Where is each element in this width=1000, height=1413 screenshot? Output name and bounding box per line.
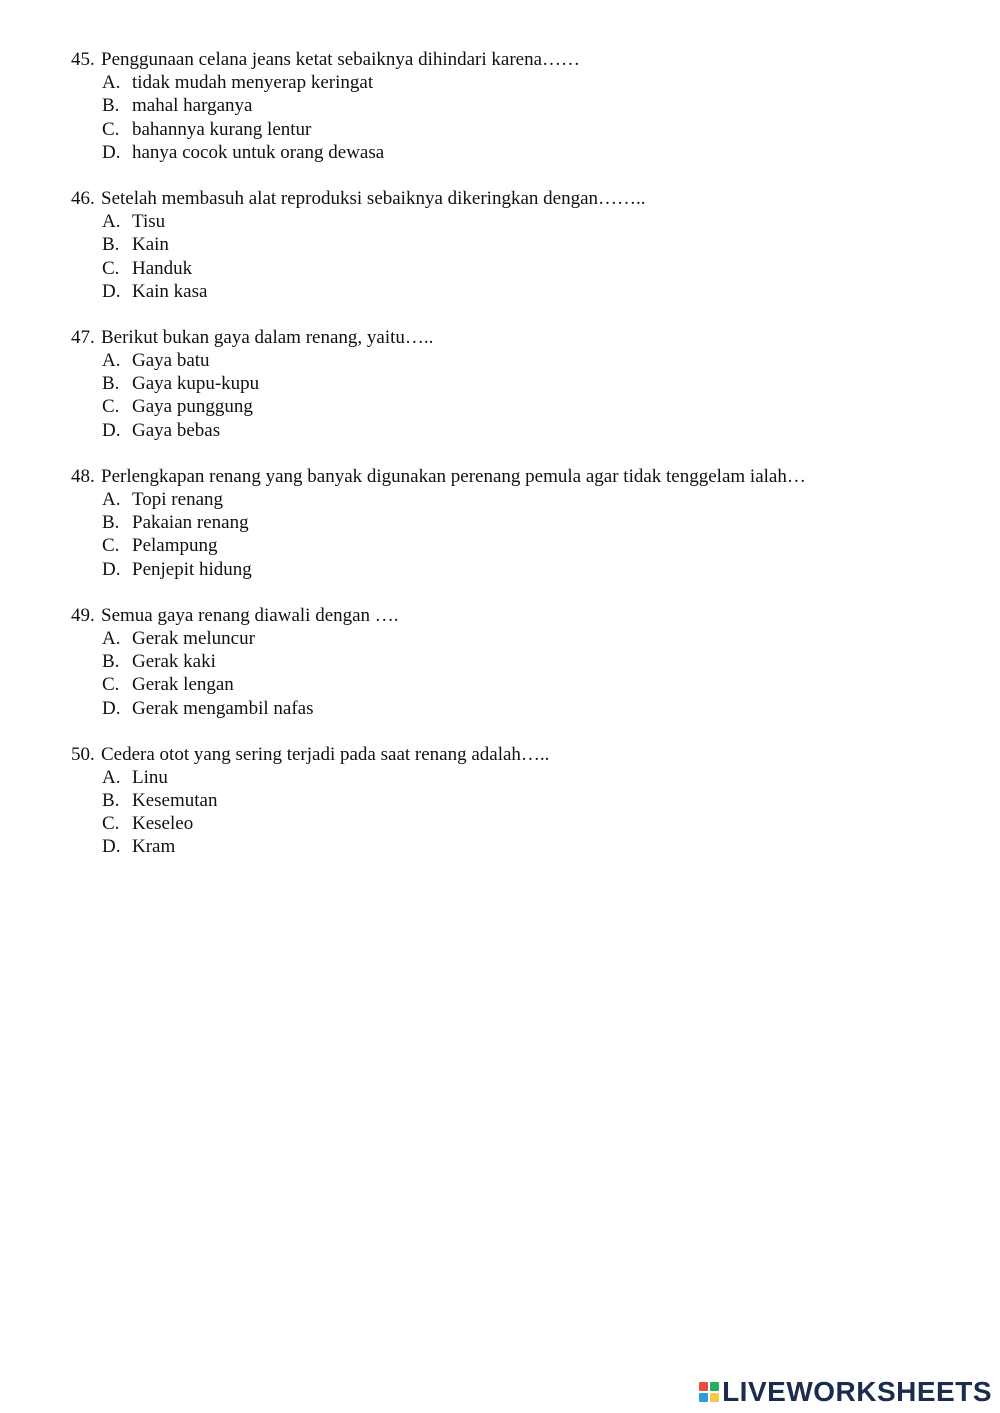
- question-text: Cedera otot yang sering terjadi pada saat renang adalah…..: [101, 743, 550, 765]
- logo-square-yellow: [710, 1393, 719, 1402]
- question-46: [71, 187, 951, 303]
- option-d: [102, 558, 951, 581]
- option-text: Gerak lengan: [132, 674, 234, 696]
- question-number: 49.: [71, 604, 95, 626]
- option-letter: D.: [102, 558, 121, 580]
- option-list: [71, 627, 951, 720]
- option-letter: A.: [102, 211, 121, 233]
- option-list: [71, 71, 951, 164]
- option-letter: C.: [102, 257, 120, 279]
- option-b: [102, 789, 951, 812]
- option-letter: A.: [102, 72, 121, 94]
- option-list: [71, 488, 951, 581]
- question-text: Setelah membasuh alat reproduksi sebaiknya dikeringkan dengan……..: [101, 187, 646, 209]
- question-number: 46.: [71, 187, 95, 209]
- option-d: [102, 419, 951, 442]
- option-list: [71, 349, 951, 442]
- option-letter: D.: [102, 419, 121, 441]
- option-b: [102, 650, 951, 673]
- question-stem: [71, 326, 951, 349]
- question-number: 50.: [71, 743, 95, 765]
- option-c: [102, 673, 951, 696]
- brand-text: LIVEWORKSHEETS: [722, 1376, 992, 1407]
- logo-square-red: [699, 1382, 708, 1391]
- question-stem: [71, 743, 951, 766]
- option-letter: D.: [102, 836, 121, 858]
- option-letter: A.: [102, 350, 121, 372]
- option-text: tidak mudah menyerap keringat: [132, 72, 374, 94]
- question-text: Penggunaan celana jeans ketat sebaiknya dihindari karena……: [101, 49, 581, 70]
- option-text: Kram: [132, 836, 176, 858]
- option-text: Pakaian renang: [132, 512, 249, 534]
- option-a: [102, 210, 951, 233]
- question-45: [71, 48, 951, 164]
- option-c: [102, 812, 951, 835]
- option-list: [71, 210, 951, 303]
- option-text: Topi renang: [132, 489, 224, 510]
- option-d: [102, 280, 951, 303]
- question-50: [71, 743, 951, 859]
- worksheet: [71, 48, 951, 882]
- question-stem: [71, 48, 951, 71]
- option-text: Gaya batu: [132, 350, 210, 372]
- option-c: [102, 395, 951, 418]
- option-letter: B.: [102, 234, 120, 256]
- option-letter: B.: [102, 790, 120, 812]
- option-text: Gerak kaki: [132, 651, 216, 673]
- question-47: [71, 326, 951, 442]
- option-a: [102, 766, 951, 789]
- option-b: [102, 511, 951, 534]
- option-letter: C.: [102, 118, 120, 140]
- option-letter: B.: [102, 651, 120, 673]
- question-stem: [71, 604, 951, 627]
- option-text: Tisu: [132, 211, 166, 233]
- option-a: [102, 349, 951, 372]
- question-number: 45.: [71, 49, 95, 70]
- option-a: [102, 71, 951, 94]
- option-letter: B.: [102, 373, 120, 395]
- option-letter: C.: [102, 674, 120, 696]
- option-letter: D.: [102, 280, 121, 302]
- logo-square-green: [710, 1382, 719, 1391]
- option-a: [102, 627, 951, 650]
- option-text: Kain: [132, 234, 169, 256]
- option-c: [102, 534, 951, 557]
- question-stem: [71, 465, 951, 488]
- liveworksheets-brand: [699, 1376, 992, 1408]
- option-letter: C.: [102, 535, 120, 557]
- option-a: [102, 488, 951, 511]
- option-text: bahannya kurang lentur: [132, 118, 312, 140]
- option-letter: D.: [102, 141, 121, 163]
- option-c: [102, 118, 951, 141]
- option-text: Linu: [132, 766, 168, 788]
- option-b: [102, 94, 951, 117]
- question-48: [71, 465, 951, 581]
- option-b: [102, 372, 951, 395]
- option-text: Handuk: [132, 257, 193, 279]
- option-letter: B.: [102, 512, 120, 534]
- option-text: Pelampung: [132, 535, 218, 557]
- option-text: Kesemutan: [132, 790, 218, 812]
- option-d: [102, 835, 951, 858]
- option-text: Gaya kupu-kupu: [132, 373, 260, 395]
- logo-square-blue: [699, 1393, 708, 1402]
- question-number: 47.: [71, 326, 95, 348]
- question-text: Berikut bukan gaya dalam renang, yaitu…..: [101, 326, 434, 348]
- option-letter: C.: [102, 813, 120, 835]
- option-letter: A.: [102, 489, 121, 510]
- option-text: Gerak meluncur: [132, 627, 255, 649]
- option-c: [102, 257, 951, 280]
- option-letter: B.: [102, 95, 120, 117]
- option-text: Gerak mengambil nafas: [132, 697, 314, 719]
- option-text: Gaya bebas: [132, 419, 221, 441]
- question-number: 48.: [71, 465, 95, 487]
- option-letter: C.: [102, 396, 120, 418]
- option-letter: A.: [102, 766, 121, 788]
- question-text: Perlengkapan renang yang banyak digunakan perenang pemula agar tidak tenggelam ialah…: [101, 465, 806, 487]
- option-text: Penjepit hidung: [132, 558, 252, 580]
- option-b: [102, 233, 951, 256]
- option-text: hanya cocok untuk orang dewasa: [132, 141, 385, 163]
- option-d: [102, 697, 951, 720]
- liveworksheets-logo-icon: [699, 1382, 719, 1402]
- option-text: Gaya punggung: [132, 396, 253, 418]
- option-text: Kain kasa: [132, 280, 208, 302]
- option-text: Keseleo: [132, 813, 194, 835]
- option-letter: D.: [102, 697, 121, 719]
- option-d: [102, 141, 951, 164]
- option-letter: A.: [102, 627, 121, 649]
- option-list: [71, 766, 951, 859]
- question-49: [71, 604, 951, 720]
- question-text: Semua gaya renang diawali dengan ….: [101, 604, 399, 626]
- question-stem: [71, 187, 951, 210]
- option-text: mahal harganya: [132, 95, 253, 117]
